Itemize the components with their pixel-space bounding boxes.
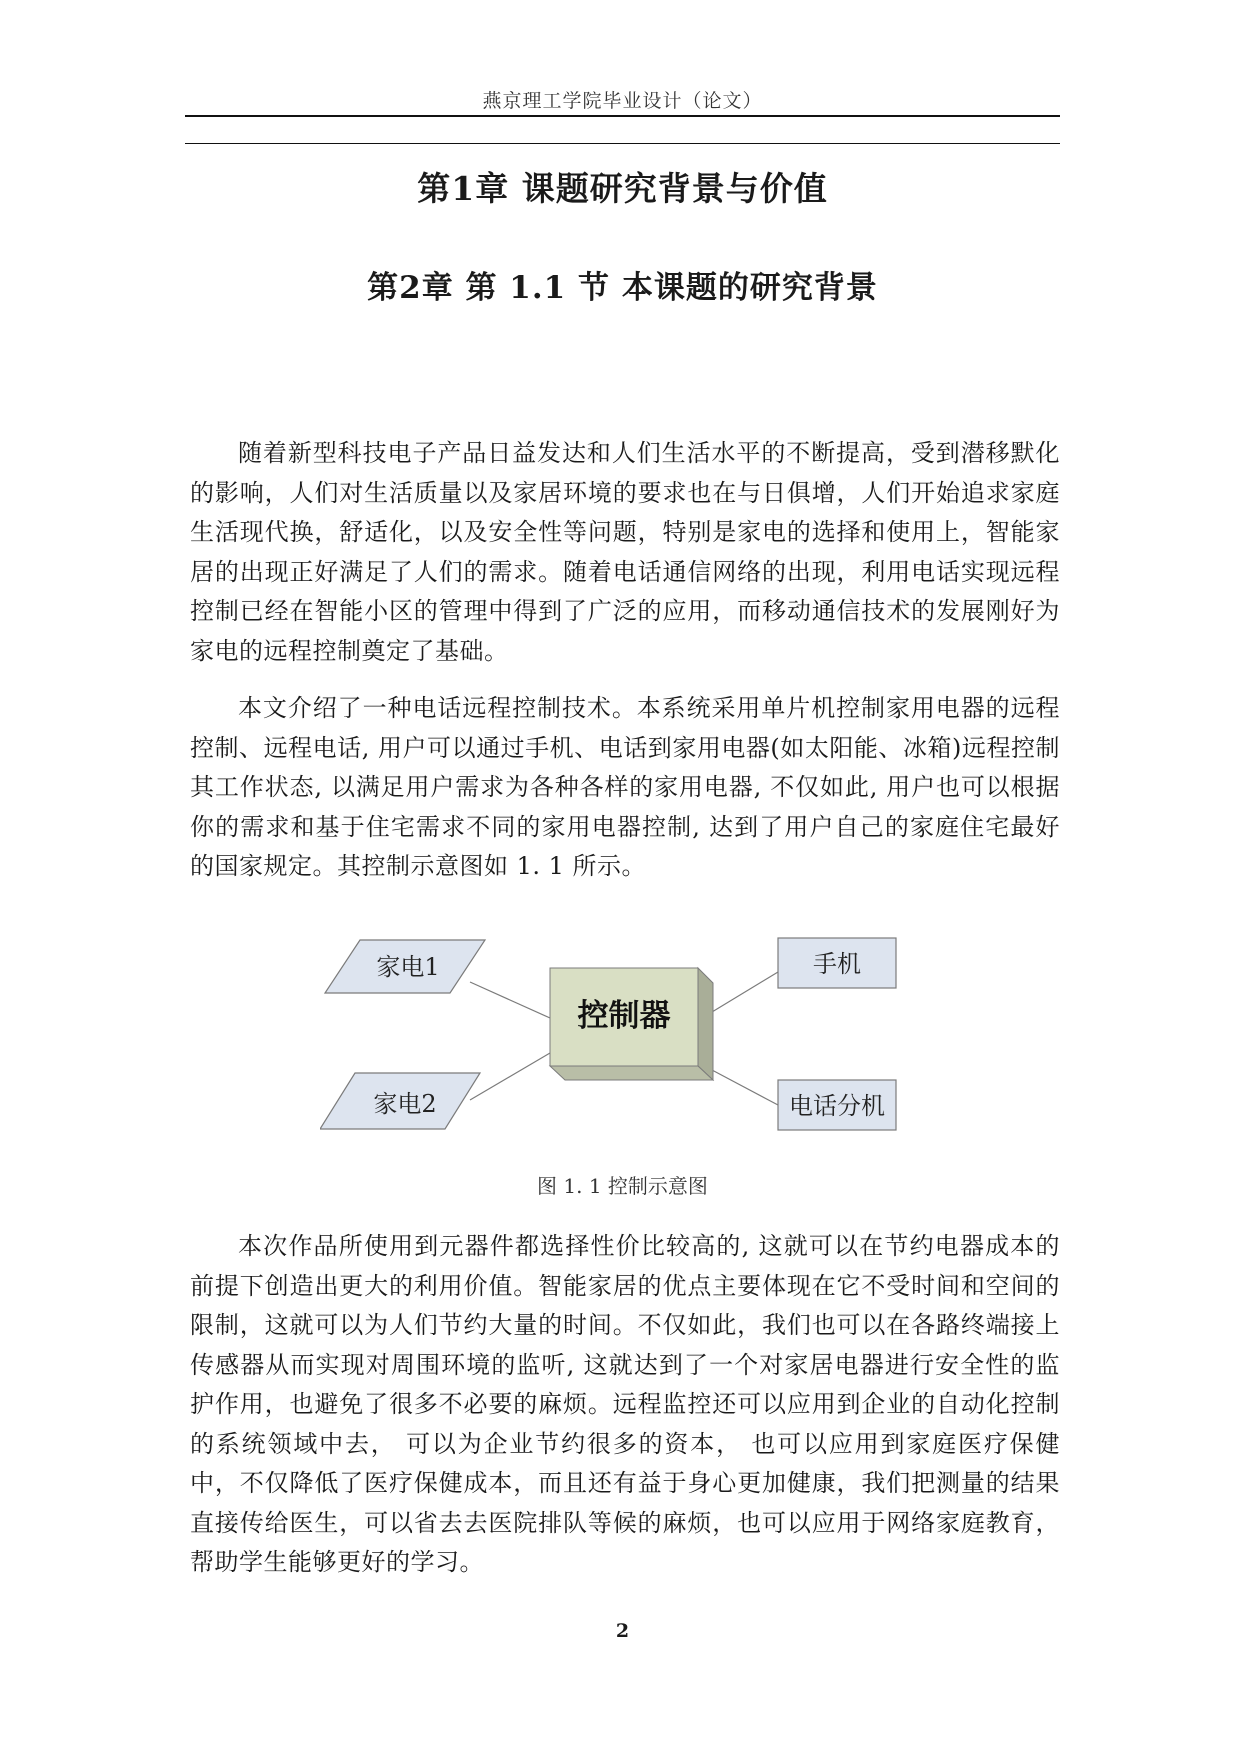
connector-appliance2 bbox=[470, 1053, 550, 1100]
connector-extension bbox=[712, 1070, 778, 1105]
controller-label: 控制器 bbox=[577, 998, 671, 1034]
controller-box-bottom bbox=[550, 1066, 713, 1080]
connector-mobile bbox=[712, 972, 778, 1012]
header-rule-thick bbox=[185, 115, 1060, 117]
appliance-1-label: 家电1 bbox=[376, 953, 440, 981]
chapter-title: 第1章 课题研究背景与价值 bbox=[417, 169, 828, 208]
body-paragraph-1: 随着新型科技电子产品日益发达和人们生活水平的不断提高，受到潜移默化的影响，人们对生活质量以及家居环境的要求也在与日俱增，人们开始追求家庭生活现代换，舒适化，以及安全性等问题，特别是家电的选择和使用上，智能家居的出现正好满足了人们的需求。随着电话通信网络的出现，利用电话实现远程控制已经在智能小区的管理中得到了广泛的应用，而移动通信技术的发展刚好为家电的远程控制奠定了基础。 bbox=[190, 439, 1060, 665]
body-paragraph-3: 本次作品所使用到元器件都选择性价比较高的, 这就可以在节约电器成本的前提下创造出更大的利用价值。智能家居的优点主要体现在它不受时间和空间的限制，这就可以为人们节约大量的时间。不仅如此，我们也可以在各路终端接上传感器从而实现对周围环境的监听, 这就达到了一个对家居电器进行安全性的监护作用，也避免了很多不必要的麻烦。远程监控还可以应用到企业的自动化控制的系统领域中去， 可以为企业节约很多的资本， 也可以应用到家庭医疗保健中，不仅降低了医疗保健成本，而且还有益于身心更加健康，我们把测量的结果直接传给医生，可以省去去医院排队等候的麻烦，也可以应用于网络家庭教育，帮助学生能够更好的学习。 bbox=[190, 1232, 1060, 1576]
section-title: 第2章 第 1.1 节 本课题的研究背景 bbox=[367, 270, 878, 306]
page-number: 2 bbox=[615, 1620, 630, 1642]
controller-box-side bbox=[698, 968, 713, 1080]
control-diagram bbox=[320, 930, 930, 1145]
connector-appliance1 bbox=[470, 982, 550, 1018]
running-header: 燕京理工学院毕业设计（论文） bbox=[482, 90, 763, 112]
figure-caption: 图 1. 1 控制示意图 bbox=[537, 1174, 708, 1198]
header-rule-thin bbox=[185, 143, 1060, 144]
appliance-2-label: 家电2 bbox=[373, 1090, 437, 1118]
body-paragraph-2: 本文介绍了一种电话远程控制技术。本系统采用单片机控制家用电器的远程控制、远程电话, 用户可以通过手机、电话到家用电器(如太阳能、冰箱)远程控制其工作状态, 以满足用户需求为各种各样的家用电器, 不仅如此, 用户也可以根据你的需求和基于住宅需求不同的家用电器控制, 达到了用户自己的家庭住宅最好的国家规定。其控制示意图如 1. 1 所示。 bbox=[190, 694, 1060, 880]
extension-label: 电话分机 bbox=[789, 1092, 885, 1120]
mobile-label: 手机 bbox=[813, 950, 861, 978]
